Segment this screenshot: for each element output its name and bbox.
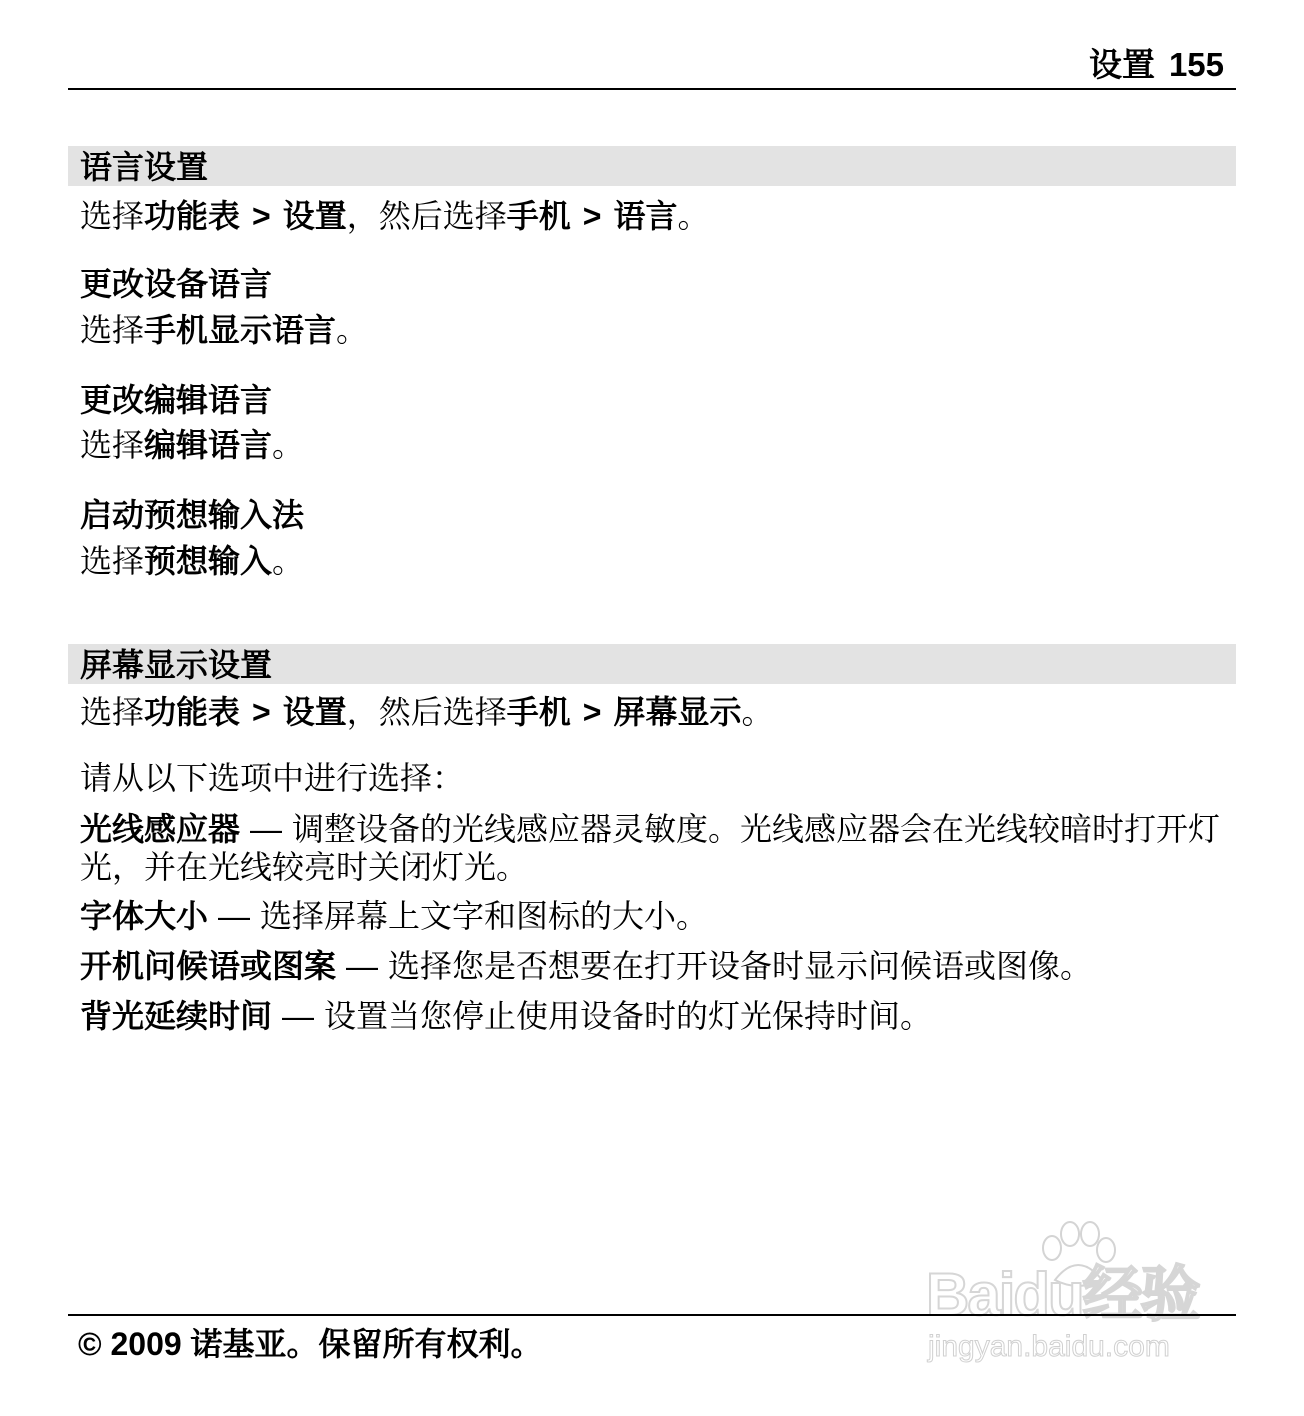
instruction-option: 手机显示语言 xyxy=(144,312,337,348)
instruction-option: 编辑语言 xyxy=(144,427,273,463)
option-dash: — xyxy=(250,811,283,847)
edit-language-heading: 更改编辑语言 xyxy=(80,382,273,418)
page-number: 155 xyxy=(1168,46,1224,83)
instruction-prefix: 选择 xyxy=(80,543,145,579)
path-separator: > xyxy=(582,198,602,234)
option-dash: — xyxy=(218,898,251,934)
watermark-url: jingyan.baidu.com xyxy=(928,1330,1170,1363)
language-menu-path xyxy=(80,196,709,236)
path-menu: 功能表 xyxy=(144,198,241,234)
path-suffix: 。 xyxy=(741,694,774,730)
options-intro: 请从以下选项中进行选择： xyxy=(80,760,465,796)
header-section: 设置 xyxy=(1088,46,1155,83)
option-description: 调整设备的光线感应器灵敏度。光线感应器会在光线较暗时打开灯光，并在光线较亮时关闭灯光。 xyxy=(80,811,1221,885)
option-description: 设置当您停止使用设备时的灯光保持时间。 xyxy=(324,998,933,1034)
path-separator: > xyxy=(252,198,271,234)
language-section-bar xyxy=(68,146,1236,186)
path-middle: ，然后选择 xyxy=(346,694,507,730)
page-header xyxy=(68,44,1236,90)
path-prefix: 选择 xyxy=(80,198,145,234)
instruction-option: 预想输入 xyxy=(144,543,273,579)
baidu-watermark xyxy=(920,1220,1240,1370)
path-menu: 功能表 xyxy=(144,694,241,730)
option-font-size xyxy=(80,897,1230,935)
predictive-input-heading: 启动预想输入法 xyxy=(80,497,305,533)
option-description: 选择您是否想要在打开设备时显示问候语或图像。 xyxy=(388,948,1093,984)
option-backlight-timeout xyxy=(80,997,1230,1035)
option-term: 背光延续时间 xyxy=(80,998,273,1034)
path-separator: > xyxy=(252,694,271,730)
display-section-bar xyxy=(68,644,1236,684)
instruction-suffix: 。 xyxy=(272,427,305,463)
option-greeting xyxy=(80,947,1230,985)
watermark-brand: Baidu经验 xyxy=(926,1261,1199,1328)
predictive-input-instruction xyxy=(80,541,304,581)
display-section-title: 屏幕显示设置 xyxy=(80,647,273,683)
path-target: 语言 xyxy=(613,198,678,234)
path-phone: 手机 xyxy=(506,198,571,234)
edit-language-instruction xyxy=(80,425,304,465)
path-target: 屏幕显示 xyxy=(613,694,742,730)
option-description: 选择屏幕上文字和图标的大小。 xyxy=(260,898,709,934)
path-settings: 设置 xyxy=(282,198,347,234)
copyright: © 2009 诺基亚。保留所有权利。 xyxy=(78,1326,543,1362)
path-phone: 手机 xyxy=(506,694,571,730)
language-section-title: 语言设置 xyxy=(80,149,209,185)
option-term: 光线感应器 xyxy=(80,811,241,847)
path-separator: > xyxy=(582,694,602,730)
instruction-suffix: 。 xyxy=(272,543,305,579)
instruction-prefix: 选择 xyxy=(80,312,145,348)
device-language-instruction xyxy=(80,310,368,350)
display-menu-path xyxy=(80,692,773,732)
option-dash: — xyxy=(346,948,379,984)
path-settings: 设置 xyxy=(282,694,347,730)
instruction-prefix: 选择 xyxy=(80,427,145,463)
instruction-suffix: 。 xyxy=(336,312,369,348)
option-term: 开机问候语或图案 xyxy=(80,948,337,984)
path-middle: ，然后选择 xyxy=(346,198,507,234)
device-language-heading: 更改设备语言 xyxy=(80,266,273,302)
path-suffix: 。 xyxy=(677,198,710,234)
option-light-sensor xyxy=(80,810,1230,886)
path-prefix: 选择 xyxy=(80,694,145,730)
header-title xyxy=(1089,46,1224,84)
option-dash: — xyxy=(282,998,315,1034)
option-term: 字体大小 xyxy=(80,898,209,934)
